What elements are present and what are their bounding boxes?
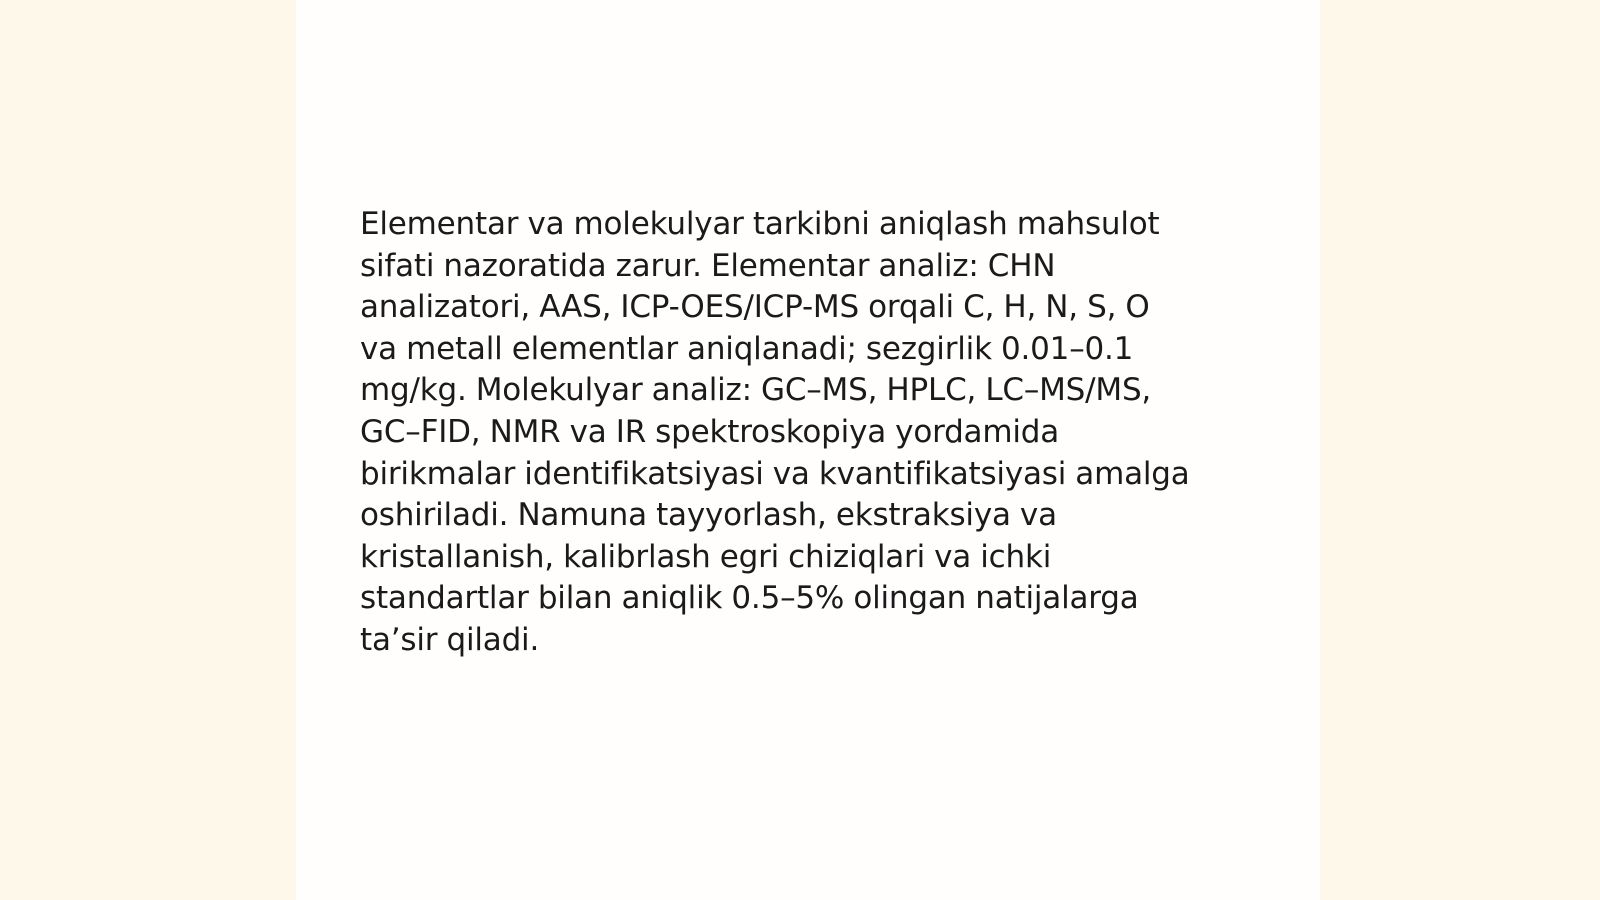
paragraph-line: GC–FID, NMR va IR spektroskopiya yordamida [360, 413, 1060, 450]
paragraph-line: ta’sir qiladi. [360, 621, 540, 658]
paragraph-line: analizatori, AAS, ICP-OES/ICP-MS orqali C, H, N, S, O [360, 289, 1150, 326]
paragraph-line: oshiriladi. Namuna tayyorlash, ekstraksiya va [360, 497, 1057, 534]
paragraph-line: birikmalar identifikatsiyasi va kvantifikatsiyasi amalga [360, 455, 1190, 492]
body-paragraph [360, 204, 1240, 662]
paragraph-line: kristallanish, kalibrlash egri chiziqlari va ichki [360, 538, 1052, 575]
paragraph-line: va metall elementlar aniqlanadi; sezgirlik 0.01–0.1 [360, 330, 1134, 367]
paragraph-line: mg/kg. Molekulyar analiz: GC–MS, HPLC, LC–MS/MS, [360, 372, 1152, 409]
paragraph-line: sifati nazoratida zarur. Elementar analiz: CHN [360, 247, 1056, 284]
paragraph-line: Elementar va molekulyar tarkibni aniqlash mahsulot [360, 206, 1160, 242]
paragraph-line: standartlar bilan aniqlik 0.5–5% olingan natijalarga [360, 580, 1139, 617]
document-page [296, 0, 1320, 900]
